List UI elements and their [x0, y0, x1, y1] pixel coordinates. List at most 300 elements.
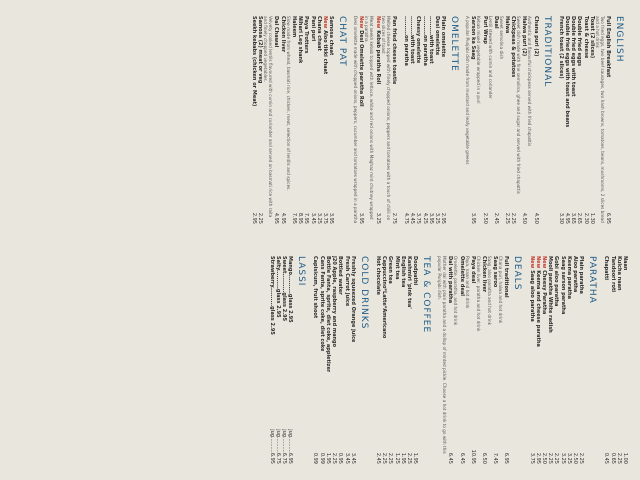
menu-item-name-wrap	[281, 256, 287, 321]
menu-item-name-wrap	[447, 256, 453, 303]
menu-item-name-wrap	[381, 256, 387, 338]
menu-item-name: Naan	[622, 256, 628, 271]
menu-section-english	[558, 16, 624, 224]
menu-item-name-wrap	[337, 256, 343, 295]
menu-item-name: Nihari Leg shank	[297, 16, 304, 64]
menu-item-price: 2.45	[374, 452, 381, 464]
new-badge: New	[534, 256, 541, 269]
menu-item-name: Mooli paratha White radish	[547, 256, 554, 333]
menu-section-deals	[437, 256, 522, 464]
menu-item-name: Samosa (2) meat or veg	[257, 16, 264, 84]
menu-item-name: Salty..........glass 2.95	[274, 256, 281, 318]
menu-item	[476, 256, 487, 464]
menu-item	[499, 16, 510, 224]
menu-item-name: Strawberry..........glass 2.95	[268, 256, 275, 335]
menu-item-price: 3.30	[557, 212, 564, 224]
menu-item-name-wrap	[275, 256, 281, 318]
menu-item-name: Double fried eggs with toast and beans	[563, 16, 570, 128]
menu-item-price: 2.50	[540, 452, 547, 464]
menu-item-name: Cappuccino*Latte*Americano	[381, 256, 388, 339]
menu-item-price: 1.30	[588, 212, 595, 224]
menu-item	[553, 256, 559, 464]
menu-item-description: Omelette, paratha, and hot drink	[453, 256, 459, 326]
menu-item	[415, 16, 421, 224]
menu-item-name-wrap	[303, 16, 309, 54]
menu-item-name-wrap	[257, 16, 263, 83]
menu-item-name-wrap	[535, 256, 541, 347]
menu-item	[406, 256, 412, 464]
menu-item-name-wrap	[343, 256, 349, 306]
new-badge: New	[540, 256, 547, 269]
menu-item	[566, 256, 572, 464]
menu-item	[527, 16, 538, 224]
menu-item-price: 3.25	[374, 212, 381, 224]
menu-item	[609, 256, 615, 464]
menu-item-price: 1.95	[399, 452, 406, 464]
menu-item	[275, 256, 281, 464]
menu-section-chat-pat	[251, 16, 347, 224]
menu-item-price: 2.50	[571, 452, 578, 464]
menu-item-name: Capisicum, fruit shoot	[312, 256, 319, 319]
menu-item-price: 3.45	[309, 212, 316, 224]
menu-section-paratha	[528, 256, 597, 464]
menu-item-price: 7.95	[303, 212, 310, 224]
menu-item-name: Tandoori roti	[609, 256, 616, 293]
menu-item-name-wrap	[287, 256, 293, 323]
menu-item	[350, 256, 356, 464]
menu-item-price: 3.45	[343, 452, 350, 464]
new-badge: New	[321, 16, 328, 29]
menu-item	[280, 16, 286, 224]
menu-item-name: Cheesy omelette	[415, 16, 422, 64]
menu-item	[578, 256, 584, 464]
menu-item-description: Sweet semolina dish	[498, 16, 504, 60]
menu-item-price: jug..........6.75	[281, 429, 288, 464]
menu-item	[476, 16, 487, 224]
menu-item	[453, 256, 464, 464]
menu-section-cold-drinks	[312, 256, 368, 464]
menu-item-name: Plain omelette	[440, 16, 447, 58]
section-title: TRADITIONAL	[541, 16, 552, 88]
menu-section-omelette	[403, 16, 459, 224]
menu-item	[589, 16, 595, 224]
menu-item-name: Saag sarson paratha	[559, 256, 566, 315]
menu-item	[268, 256, 274, 464]
menu-item-price: 4.25	[421, 212, 428, 224]
menu-item-name: Sweet..........glass 2.95	[281, 256, 288, 322]
menu-item	[297, 16, 303, 224]
menu-item-name-wrap	[553, 256, 559, 306]
menu-item-price: 3.95	[328, 212, 335, 224]
menu-item	[281, 256, 287, 464]
menu-item-name-wrap	[481, 16, 487, 44]
menu-item	[547, 256, 553, 464]
menu-item-name-wrap	[319, 256, 325, 351]
menu-item-price: 2.65	[576, 212, 583, 224]
menu-item-name-wrap	[434, 16, 440, 55]
menu-item	[535, 256, 541, 464]
menu-item-name-wrap	[559, 256, 565, 314]
menu-item-name: Keema and cheese paratha	[534, 270, 541, 347]
menu-item-name: Dal Chawal	[273, 16, 280, 48]
menu-item-name-wrap	[570, 16, 576, 97]
menu-item-name: Double fried eggs with toast	[570, 16, 577, 97]
menu-item	[559, 256, 565, 464]
menu-item-description: Meat seekh kebab topped with lettuce, white and red onions with Maghaz mint chutney wrapped in a paratha.	[364, 16, 375, 220]
menu-item-name-wrap	[415, 16, 421, 63]
menu-item-name: Kashmiri 'pink tea'	[405, 256, 412, 309]
menu-item-name: Toast & cheese	[582, 16, 589, 59]
menu-item-name: Saag aloo paratha	[528, 270, 535, 322]
menu-item	[303, 16, 309, 224]
menu-item-name-wrap	[440, 16, 446, 57]
menu-item-price: 4.95	[563, 212, 570, 224]
menu-item-name-wrap	[421, 16, 427, 66]
menu-item-name: Halwa puri (2)	[521, 16, 528, 57]
menu-item-price: 2.25	[553, 452, 560, 464]
menu-item-name-wrap	[412, 256, 418, 285]
menu-item-name: Omelette deal	[458, 256, 465, 296]
menu-item-price: 3.65	[570, 212, 577, 224]
menu-item-price: 4.95	[279, 212, 286, 224]
menu-item-name: Double fried eggs	[576, 16, 583, 67]
menu-item-name: Mint tea	[393, 256, 400, 280]
menu-column-left	[0, 6, 640, 234]
menu-item-name: Bottle Fanta, sprite, diet coke, appletizer	[324, 256, 331, 373]
menu-item-name-wrap	[251, 16, 257, 106]
menu-item	[257, 16, 263, 224]
menu-item	[572, 256, 578, 464]
menu-item-name-wrap	[458, 256, 464, 296]
menu-item-name: Chickpeas & potatoes	[510, 16, 517, 78]
menu-item-name: French toast (2 slices)	[557, 16, 564, 79]
menu-item-price: 6.50	[480, 452, 487, 464]
menu-item	[263, 16, 279, 224]
menu-item	[381, 256, 387, 464]
menu-item-name-wrap	[393, 256, 399, 280]
menu-item-price: 3.25	[433, 212, 440, 224]
section-title: PARATHA	[587, 256, 598, 304]
menu-item-name: Paya Trotters	[303, 16, 310, 54]
menu-section-traditional	[465, 16, 551, 224]
menu-item-price: 2.25	[387, 452, 394, 464]
menu-item-price: 0.99	[312, 452, 319, 464]
menu-item-name: Halwa	[503, 16, 510, 34]
menu-item-name-wrap	[331, 256, 337, 347]
menu-item-name: Fresh Carrot Juice	[343, 256, 350, 307]
menu-item-price: 3.45	[349, 452, 356, 464]
menu-item-description: Kebab mixed vegetable wrapped in a puri	[476, 16, 482, 104]
menu-item-name-wrap	[428, 16, 434, 64]
menu-item-name: Desi omelette	[433, 16, 440, 56]
menu-item-description: Two fried eggs, two beef sausages, two hash browns, tomatoes, beans, mushrooms, 2 slices bread and a hot drink	[594, 16, 605, 223]
menu-item-price: 2.45	[492, 212, 499, 224]
menu-item-name: Dal with paratha	[447, 256, 454, 304]
menu-item-description: Chana puri, halwa and hot drink	[498, 256, 504, 324]
menu-item-price: 4.50	[532, 212, 539, 224]
menu-item-name: Paya deal	[469, 256, 476, 284]
menu-item	[316, 16, 322, 224]
menu-item-price: 6.45	[458, 452, 465, 464]
menu-item	[387, 256, 393, 464]
menu-item-description: Lentil stewed with cumin and coriander	[487, 16, 493, 99]
menu-item-price: jug..........6.95	[268, 429, 275, 464]
menu-item	[570, 16, 576, 224]
menu-item-name: English tea	[399, 256, 406, 288]
menu-item-name: Mango..........glass 2.95	[287, 256, 294, 323]
menu-item-name: Sarson ka Saag	[470, 16, 477, 60]
menu-item-name: Samosa chaat	[328, 16, 335, 56]
menu-item-name: Seekh kebabs (chicken or Meat)	[251, 16, 258, 107]
menu-item-name-wrap	[312, 256, 318, 318]
new-badge: New	[358, 16, 365, 29]
menu-item-name-wrap	[576, 16, 582, 66]
menu-item	[622, 256, 628, 464]
menu-item-name: Kebab paratha Roll	[374, 30, 381, 85]
menu-item-name-wrap	[532, 16, 538, 56]
menu-item-price: 1.95	[324, 452, 331, 464]
menu-item-description: Chicken liver, paratha and hot drink	[475, 256, 481, 332]
menu-item-price: 6.45	[447, 452, 454, 464]
menu-item-name-wrap	[375, 256, 381, 295]
menu-item	[498, 256, 509, 464]
menu-item-name-wrap	[470, 16, 476, 60]
menu-item-price: 0.45	[603, 452, 610, 464]
menu-item-name-wrap	[578, 256, 584, 294]
menu-item-description: Melted cheese topped with finely chopped onions, peppers and tomatoes with a touch of chilli on two slices of toast	[380, 16, 391, 221]
menu-item-price: 8.95	[297, 212, 304, 224]
menu-item	[400, 256, 406, 464]
menu-item-price: 2.25	[503, 212, 510, 224]
menu-item-price: jug..........6.95	[287, 429, 294, 464]
menu-item-name-wrap	[325, 256, 331, 372]
menu-item-price: 4.75	[402, 212, 409, 224]
menu-item-name-wrap	[406, 256, 412, 309]
menu-item-price: 1.00	[622, 452, 628, 464]
menu-item-name-wrap	[280, 16, 286, 52]
menu-item	[412, 256, 418, 464]
menu-item-name: Doodpathi	[412, 256, 419, 286]
menu-item-price: 4.50	[521, 212, 528, 224]
menu-item	[364, 16, 380, 224]
menu-item-description: Velvety cooked lentils flavoured with cumin and coriander and served on basmati rice with raita and finely chopped vegetables.	[263, 16, 274, 218]
menu-item	[421, 16, 427, 224]
menu-item	[576, 16, 582, 224]
menu-item-name: ..........on paratha	[421, 16, 428, 66]
menu-item-price: 2.50	[481, 212, 488, 224]
menu-item-price: 10.95	[469, 449, 476, 464]
menu-item-description: Desi omelette made with chopped onions, peppers, cucumber and tomatoes wrapped in a paratha	[353, 16, 359, 224]
menu-item-name-wrap	[521, 16, 527, 56]
menu-item-name-wrap	[400, 256, 406, 287]
section-title: COLD DRINKS	[358, 256, 369, 330]
menu-item-price: 6.95	[605, 212, 611, 224]
menu-item-name: Chapatti	[603, 256, 610, 281]
menu-item-name-wrap	[309, 16, 315, 41]
menu-item-name-wrap	[582, 16, 588, 58]
menu-item-name: Freshly squeezed Orange juice	[349, 256, 356, 343]
menu-item-name: Toast (2 slices)	[588, 16, 595, 59]
menu-item-name-wrap	[273, 16, 279, 47]
menu-item-price: 3.25	[565, 452, 572, 464]
menu-item	[381, 16, 397, 224]
menu-item-name-wrap	[605, 16, 611, 77]
menu-item-name-wrap	[510, 16, 516, 77]
menu-item-name-wrap	[358, 16, 364, 107]
menu-item-name-wrap	[492, 256, 498, 287]
menu-item-name: Saag saroo	[492, 256, 499, 288]
menu-item	[488, 16, 499, 224]
menu-item-name: Daal	[492, 16, 499, 29]
menu-column-right	[0, 246, 640, 474]
menu-item-price: 0.99	[318, 452, 325, 464]
menu-item-price: 2.25	[615, 452, 622, 464]
menu-item-price: 2.25	[331, 452, 338, 464]
menu-item-price: 2.30	[582, 212, 589, 224]
menu-item-price: 4.95	[273, 212, 280, 224]
menu-item-price: 6.95	[503, 452, 510, 464]
menu-item-name-wrap	[481, 256, 487, 292]
menu-item	[428, 16, 434, 224]
menu-item-price: 3.75	[415, 212, 422, 224]
menu-item-name: Chana chaat	[315, 16, 322, 51]
menu-item-price: 1.25	[393, 452, 400, 464]
menu-item	[516, 16, 527, 224]
section-title: DEALS	[512, 256, 523, 291]
menu-item-name-wrap	[316, 16, 322, 51]
menu-item-description: Slow made from wheat, basmati rice, chicken, meat, selection of lentils and spices.	[285, 16, 291, 191]
section-title: LASSI	[296, 256, 307, 287]
section-title: TEA & COFFEE	[421, 256, 432, 334]
menu-item-name: ..........with toast	[427, 16, 434, 64]
menu-item	[343, 256, 349, 464]
menu-section-lassi	[268, 256, 306, 464]
menu-item	[322, 16, 328, 224]
menu-item-name-wrap	[603, 256, 609, 280]
menu-item-description: Authentic and flavourful chickpeas served with fried chapattis	[527, 16, 533, 147]
menu-item-name-wrap	[493, 16, 499, 29]
menu-item-name: Full traditional	[503, 256, 510, 298]
menu-item	[541, 256, 547, 464]
menu-item-name: Aloo tikki chaat	[321, 30, 328, 75]
menu-item-name: Bottled water	[337, 256, 344, 295]
menu-item-name-wrap	[328, 16, 334, 55]
menu-item	[437, 256, 453, 464]
menu-item-price: 4.45	[409, 212, 416, 224]
menu-item-description: Mother dal with plain paratha and a dollop of minted pickle. Choose a hot drink to go with this popular Punjabi dish.	[437, 256, 448, 454]
menu-item	[287, 256, 293, 464]
menu-item-name: Keema paratha	[565, 256, 572, 300]
menu-section-tea-coffee	[375, 256, 431, 464]
menu-item-price: 2.25	[510, 212, 517, 224]
menu-item	[286, 16, 297, 224]
menu-item	[487, 256, 498, 464]
menu-item-name-wrap	[268, 256, 274, 335]
menu-item-price: 7.45	[492, 452, 499, 464]
menu-item-price: 3.25	[559, 452, 566, 464]
menu-item-name: Gobi aloo paratha	[553, 256, 560, 307]
menu-item-price: 2.25	[547, 452, 554, 464]
menu-item-price: 2.95	[534, 452, 541, 464]
menu-item	[403, 16, 409, 224]
menu-item-name: Chana puri (2)	[532, 16, 539, 57]
menu-item-price: 2.95	[251, 212, 258, 224]
menu-item-name-wrap	[528, 256, 534, 322]
menu-item	[409, 16, 415, 224]
menu-item-name-wrap	[403, 16, 409, 66]
menu-item	[325, 256, 331, 464]
menu-item-name-wrap	[503, 256, 509, 298]
menu-item-name: Desi Omelette paratha Roll	[358, 30, 365, 107]
menu-item-name-wrap	[564, 16, 570, 127]
menu-item-name: Green tea	[387, 256, 394, 284]
menu-item-price: 7.95	[290, 212, 297, 224]
menu-item-name: Haleem	[290, 16, 297, 38]
menu-item-name: Chicken liver	[480, 256, 487, 293]
menu-item	[251, 16, 257, 224]
section-title: OMELETTE	[449, 16, 460, 72]
menu-item	[528, 256, 534, 464]
menu-item-description: Paya, naan and hot drink	[464, 256, 470, 309]
menu-item-name: Chicken liver	[279, 16, 286, 53]
new-badge: New	[528, 256, 535, 269]
menu-item-price: 2.25	[578, 452, 585, 464]
menu-item-name: ..........on paratha	[402, 16, 409, 66]
menu-item-price: 3.75	[528, 452, 535, 464]
menu-item	[564, 16, 570, 224]
menu-item	[616, 256, 622, 464]
menu-item	[337, 256, 343, 464]
menu-item-name: Aloo paratha	[571, 256, 578, 293]
menu-item-price: 3.95	[470, 212, 477, 224]
menu-item-price: 3.75	[321, 212, 328, 224]
menu-item-name: Hot chocolate	[374, 256, 381, 295]
menu-item-name-wrap	[291, 16, 297, 37]
menu-item-price: 2.75	[390, 212, 397, 224]
menu-item-name-wrap	[566, 256, 572, 299]
menu-item-name: ..........with toast	[409, 16, 416, 64]
menu-item-price: 3.95	[427, 212, 434, 224]
menu-item-name-wrap	[589, 16, 595, 58]
menu-item	[434, 16, 440, 224]
menu-item-name-wrap	[322, 16, 328, 74]
menu-item	[582, 16, 588, 224]
section-title: ENGLISH	[614, 16, 624, 63]
menu-section-misc-0	[603, 256, 628, 464]
menu-section-misc-3	[353, 16, 397, 224]
menu-item-price: jug..........6.75	[274, 429, 281, 464]
menu-item-name-wrap	[350, 256, 356, 342]
menu-item-price: 2.25	[257, 212, 264, 224]
menu-item-name: Pani puri	[309, 16, 316, 42]
menu-item-description: Saag, aloo paratha and hot drink	[486, 256, 492, 326]
menu-item-price: 3.95	[358, 212, 365, 224]
menu-item	[465, 16, 476, 224]
menu-item-price: 2.25	[381, 452, 388, 464]
menu-item	[312, 256, 318, 464]
menu-item-name: Full English Breakfast	[605, 16, 611, 78]
menu-item-description: A popular Punjabi dish made from mustard and leafy vegetable greens	[465, 16, 471, 165]
menu-item	[595, 16, 611, 224]
menu-item-name: Puri Wrap	[481, 16, 488, 44]
menu-item-price: 3.25	[315, 212, 322, 224]
menu-item-name-wrap	[558, 16, 564, 79]
menu-item	[465, 256, 476, 464]
menu-item-name-wrap	[297, 16, 303, 63]
menu-item	[353, 16, 364, 224]
menu-item-name-wrap	[374, 16, 380, 84]
menu-item-name-wrap	[409, 16, 415, 64]
